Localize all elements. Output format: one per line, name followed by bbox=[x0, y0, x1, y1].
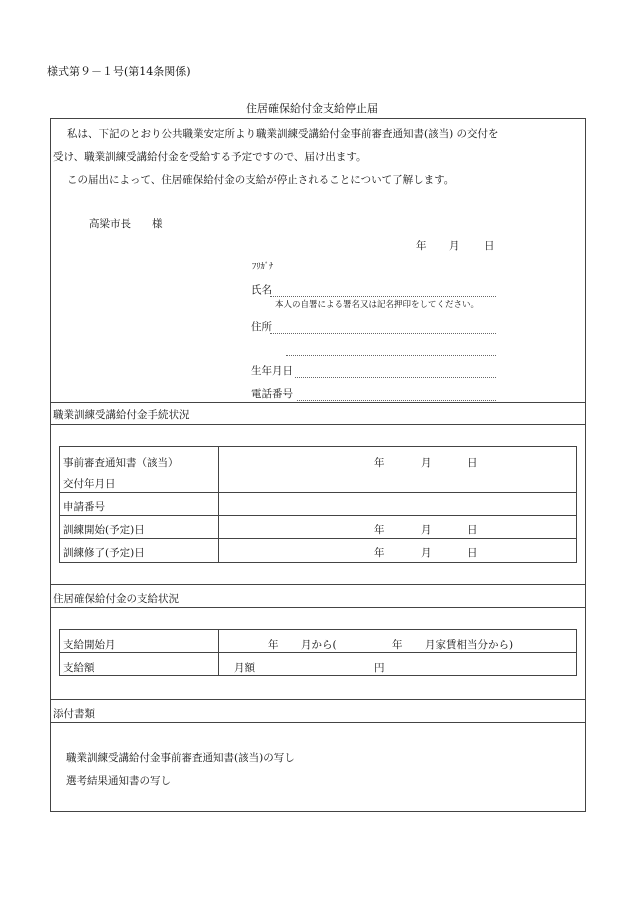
name-field[interactable] bbox=[270, 296, 496, 297]
training-start-month: 月 bbox=[421, 524, 432, 536]
intro-line-2: 受け、職業訓練受講給付金を受給する予定ですので、届け出ます。 bbox=[53, 151, 367, 163]
submit-day-label: 日 bbox=[484, 240, 495, 252]
rent-year: 年 bbox=[392, 639, 403, 651]
intro-line-1: 私は、下記のとおり公共職業安定所より職業訓練受講給付金事前審査通知書(該当) の交付を bbox=[67, 128, 499, 140]
payment-start-kara: 月から( bbox=[301, 639, 337, 651]
training-end-month: 月 bbox=[421, 547, 432, 559]
section3-heading: 添付書類 bbox=[53, 708, 95, 720]
section3-heading-rule bbox=[50, 722, 586, 723]
notice-day: 日 bbox=[467, 457, 478, 469]
section2-heading: 住居確保給付金の支給状況 bbox=[53, 593, 179, 605]
training-start-label: 訓練開始(予定)日 bbox=[63, 524, 145, 536]
section2-top-rule bbox=[50, 584, 586, 585]
application-number-label: 申請番号 bbox=[63, 501, 105, 513]
submit-month-label: 月 bbox=[449, 240, 460, 252]
notice-month: 月 bbox=[421, 457, 432, 469]
signature-note: 本人の自署による署名又は記名押印をしてください。 bbox=[275, 300, 480, 310]
address-label: 住所 bbox=[251, 321, 272, 333]
monthly-amount-label: 月額 bbox=[234, 662, 255, 674]
yen-label: 円 bbox=[374, 662, 385, 674]
notice-year: 年 bbox=[374, 457, 385, 469]
section2-heading-rule bbox=[50, 607, 586, 608]
section2-row-rule bbox=[59, 652, 577, 653]
phone-label: 電話番号 bbox=[251, 388, 293, 400]
section1-row-rule-2 bbox=[59, 515, 577, 516]
section1-heading-rule bbox=[50, 424, 586, 425]
attachment-item-1: 職業訓練受講給付金事前審査通知書(該当)の写し bbox=[66, 752, 295, 764]
payment-amount-label: 支給額 bbox=[63, 662, 95, 674]
notice-date-label: 事前審査通知書（該当） bbox=[63, 457, 179, 469]
address-field-2[interactable] bbox=[286, 355, 496, 356]
phone-field[interactable] bbox=[297, 400, 496, 401]
training-start-day: 日 bbox=[467, 524, 478, 536]
section3-top-rule bbox=[50, 699, 586, 700]
payment-start-label: 支給開始月 bbox=[63, 639, 116, 651]
addressee: 高梁市長 様 bbox=[89, 218, 163, 230]
rent-month-label: 月家賃相当分から) bbox=[425, 639, 514, 651]
section1-row-rule-3 bbox=[59, 538, 577, 539]
training-end-label: 訓練修了(予定)日 bbox=[63, 547, 145, 559]
name-label: 氏名 bbox=[251, 284, 272, 296]
training-end-day: 日 bbox=[467, 547, 478, 559]
section1-heading: 職業訓練受講給付金手続状況 bbox=[53, 409, 190, 421]
form-number: 様式第９－１号(第14条関係) bbox=[47, 65, 191, 78]
birthdate-field[interactable] bbox=[295, 377, 496, 378]
training-start-year: 年 bbox=[374, 524, 385, 536]
section1-col-divider bbox=[218, 446, 219, 563]
payment-start-year: 年 bbox=[268, 639, 279, 651]
notice-date-label-2: 交付年月日 bbox=[63, 478, 116, 490]
birthdate-label: 生年月日 bbox=[251, 365, 293, 377]
attachment-item-2: 選考結果通知書の写し bbox=[66, 775, 171, 787]
intro-line-3: この届出によって、住居確保給付金の支給が停止されることについて了解します。 bbox=[67, 174, 455, 186]
address-field-1[interactable] bbox=[270, 333, 496, 334]
section1-row-rule-1 bbox=[59, 492, 577, 493]
training-end-year: 年 bbox=[374, 547, 385, 559]
furigana-label: ﾌﾘｶﾞﾅ bbox=[252, 262, 274, 272]
submit-year-label: 年 bbox=[416, 240, 427, 252]
page-title: 住居確保給付金支給停止届 bbox=[246, 102, 378, 115]
section1-top-rule bbox=[50, 402, 586, 403]
